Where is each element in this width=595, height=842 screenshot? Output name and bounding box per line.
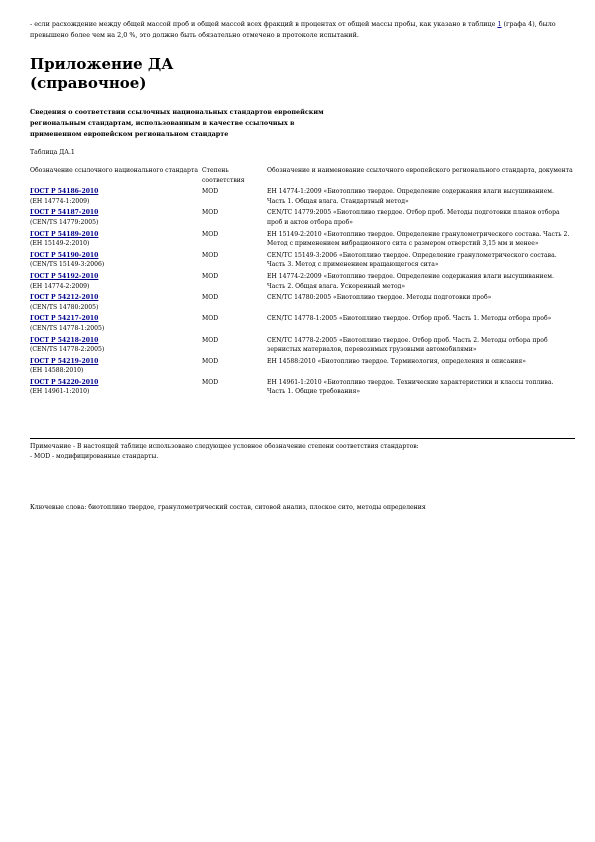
table-1-link[interactable]: 1 xyxy=(497,20,502,28)
european-standard-cell: ЕН 14588:2010 «Биотопливо твердое. Терминология, определения и описания» xyxy=(267,357,526,365)
european-standard-cell: CEN/TC 14778-1:2005 «Биотопливо твердое. Отбор проб. Часть 1. Методы отбора проб» xyxy=(267,315,552,323)
national-standard-cell xyxy=(30,355,202,376)
gost-link[interactable]: ГОСТ Р 54219-2010 xyxy=(30,357,99,365)
european-standard-cell: CEN/TC 14778-2:2005 «Биотопливо твердое. Отбор проб. Часть 2. Методы отбора проб зернистых материалов, перевозимых грузовыми автомобилями» xyxy=(267,336,548,354)
national-standard-cell xyxy=(30,228,202,249)
intro-paragraph xyxy=(30,19,575,41)
european-standard-cell: ЕН 14774-2:2009 «Биотопливо твердое. Определение содержания влаги высушиванием. Часть 2. Общая влага. Ускоренный метод» xyxy=(267,272,554,290)
appendix-title-line2: (справочное) xyxy=(30,74,147,92)
table-row xyxy=(30,185,575,206)
intro-text-before: - если расхождение между общей массой проб и общей массой всех фракций в процентах от общей массы пробы, как указано в таблице xyxy=(30,20,498,28)
gost-link[interactable]: ГОСТ Р 54220-2010 xyxy=(30,378,99,386)
european-standard-cell: CEN/TC 14780:2005 «Биотопливо твердое. Методы подготовки проб» xyxy=(267,294,492,302)
appendix-title-line1: Приложение ДА xyxy=(30,55,174,73)
table-bottom-rule xyxy=(30,438,575,439)
national-standard-cell xyxy=(30,185,202,206)
table-row xyxy=(30,270,575,291)
degree-cell: MOD xyxy=(202,209,219,217)
european-standard-cell: ЕН 14774-1:2009 «Биотопливо твердое. Определение содержания влаги высушиванием. Часть 1. Общая влага. Стандартный метод» xyxy=(267,188,554,205)
equivalent-standard: (CEN/TS 14780:2005) xyxy=(30,303,99,311)
equivalent-standard: (CEN/TS 14778-1:2005) xyxy=(30,324,105,332)
equivalent-standard: (ЕН 14961-1:2010) xyxy=(30,388,90,396)
equivalent-standard: (ЕН 14588:2010) xyxy=(30,367,84,375)
table-header-row xyxy=(30,166,575,185)
national-standard-cell xyxy=(30,206,202,227)
keywords: Ключевые слова: биотопливо твердое, гранулометрический состав, ситовой анализ, плоское сито, методы определения xyxy=(30,504,426,511)
degree-cell: MOD xyxy=(202,378,219,386)
equivalent-standard: (CEN/TS 15149-3:2006) xyxy=(30,261,105,269)
gost-link[interactable]: ГОСТ Р 54187-2010 xyxy=(30,209,99,217)
european-standard-cell: ЕН 14961-1:2010 «Биотопливо твердое. Технические характеристики и классы топлива. Часть 1. Общие требования» xyxy=(267,378,554,396)
degree-cell: MOD xyxy=(202,251,219,259)
table-row xyxy=(30,355,575,376)
equivalent-standard: (CEN/TS 14779:2005) xyxy=(30,218,99,226)
european-standard-cell: ЕН 15149-2:2010 «Биотопливо твердое. Определение гранулометрического состава. Часть 2. Метод с применением вибрационного сита с размером отверстий 3,15 мм и менее» xyxy=(267,230,570,248)
header-degree: Степень соответствия xyxy=(202,167,245,184)
equivalent-standard: (CEN/TS 14778-2:2005) xyxy=(30,346,105,354)
table-row xyxy=(30,376,575,397)
gost-link[interactable]: ГОСТ Р 54212-2010 xyxy=(30,294,99,302)
degree-cell: MOD xyxy=(202,272,219,280)
table-row xyxy=(30,334,575,355)
national-standard-cell xyxy=(30,376,202,397)
header-national-standard: Обозначение ссылочного национального стандарта xyxy=(30,167,198,174)
national-standard-cell xyxy=(30,312,202,333)
european-standard-cell: CEN/TC 14779:2005 «Биотопливо твердое. Отбор проб. Методы подготовки планов отбора проб и актов отбора проб» xyxy=(267,209,560,226)
degree-cell: MOD xyxy=(202,315,219,323)
national-standard-cell xyxy=(30,334,202,355)
degree-cell: MOD xyxy=(202,336,219,344)
appendix-title xyxy=(30,55,173,93)
equivalent-standard: (ЕН 15149-2:2010) xyxy=(30,240,90,248)
degree-cell: MOD xyxy=(202,230,219,238)
table-caption: Таблица ДА.1 xyxy=(30,149,75,156)
table-note xyxy=(30,442,575,461)
national-standard-cell xyxy=(30,249,202,270)
degree-cell: MOD xyxy=(202,188,219,196)
note-line-1: Примечание - В настоящей таблице использовано следующее условное обозначение степени соответствия стандартов: xyxy=(30,443,419,450)
degree-cell: MOD xyxy=(202,294,219,302)
gost-link[interactable]: ГОСТ Р 54190-2010 xyxy=(30,251,99,259)
note-line-2: - MOD - модифицированные стандарты. xyxy=(30,452,159,460)
equivalent-standard: (ЕН 14774-2:2009) xyxy=(30,282,90,290)
appendix-lead: Сведения о соответствии ссылочных национальных стандартов европейским региональным стандартам, использованным в качестве ссылочных в примененном европейском региональном стандарте xyxy=(30,108,324,138)
national-standard-cell xyxy=(30,270,202,291)
reference-table xyxy=(30,166,575,397)
european-standard-cell: CEN/TC 15149-3:2006 «Биотопливо твердое. Определение гранулометрического состава. Часть 3. Метод с применением вращающегося сита» xyxy=(267,251,557,269)
header-european-standard: Обозначение и наименование ссылочного европейского регионального стандарта, документа xyxy=(267,167,573,174)
national-standard-cell xyxy=(30,291,202,312)
degree-cell: MOD xyxy=(202,357,219,365)
intro-text-after: (графа 4), было превышено более чем на 2,0 %, это должно быть обязательно отмечено в протоколе испытаний. xyxy=(30,20,556,39)
table-row xyxy=(30,228,575,249)
table-row xyxy=(30,206,575,227)
equivalent-standard: (ЕН 14774-1:2009) xyxy=(30,197,90,205)
gost-link[interactable]: ГОСТ Р 54217-2010 xyxy=(30,315,99,323)
table-row xyxy=(30,249,575,270)
gost-link[interactable]: ГОСТ Р 54192-2010 xyxy=(30,272,99,280)
gost-link[interactable]: ГОСТ Р 54186-2010 xyxy=(30,188,99,196)
gost-link[interactable]: ГОСТ Р 54189-2010 xyxy=(30,230,99,238)
table-row xyxy=(30,291,575,312)
gost-link[interactable]: ГОСТ Р 54218-2010 xyxy=(30,336,99,344)
table-row xyxy=(30,312,575,333)
